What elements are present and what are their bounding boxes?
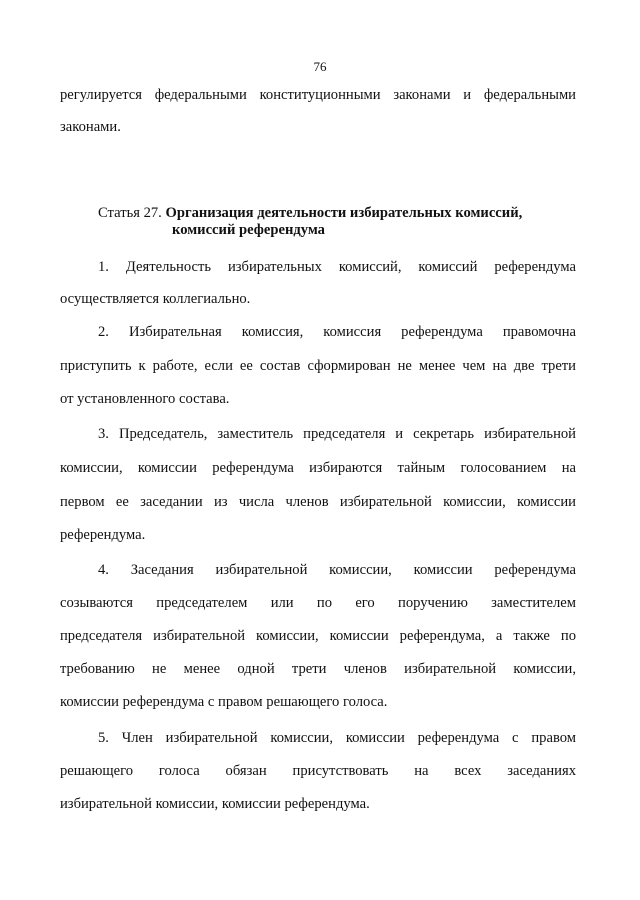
paragraph-2-line-3: от установленного состава. [60, 391, 230, 407]
paragraph-4-line-5: комиссии референдума с правом решающего голоса. [60, 694, 388, 710]
article-title-continued: комиссий референдума [172, 222, 325, 238]
paragraph-4-line-2: созываются председателем или по его поручению заместителем [60, 595, 576, 611]
paragraph-2-line-2: приступить к работе, если ее состав сформирован не менее чем на две трети [60, 358, 576, 374]
paragraph-5-line-1: 5. Член избирательной комиссии, комиссии референдума с правом [98, 730, 576, 746]
article-heading-line-2 [172, 221, 325, 239]
paragraph-4-line-4: требованию не менее одной трети членов избирательной комиссии, [60, 661, 576, 677]
paragraph-5-line-2: решающего голоса обязан присутствовать на всех заседаниях [60, 763, 576, 779]
paragraph-4-line-3: председателя избирательной комиссии, комиссии референдума, а также по [60, 628, 576, 644]
paragraph-3-line-2: комиссии, комиссии референдума избираются тайным голосованием на [60, 460, 576, 476]
paragraph-3-line-3: первом ее заседании из числа членов избирательной комиссии, комиссии [60, 494, 576, 510]
paragraph-3-line-4: референдума. [60, 527, 146, 543]
article-title: Организация деятельности избирательных комиссий, [165, 205, 523, 221]
article-heading-line-1 [98, 204, 522, 222]
paragraph-5-line-3: избирательной комиссии, комиссии референдума. [60, 796, 370, 812]
paragraph-1-line-1: 1. Деятельность избирательных комиссий, комиссий референдума [98, 259, 576, 275]
article-number: Статья 27. [98, 205, 166, 221]
page-number: 76 [313, 59, 327, 74]
paragraph-2-line-1: 2. Избирательная комиссия, комиссия референдума правомочна [98, 324, 576, 340]
paragraph-4-line-1: 4. Заседания избирательной комиссии, комиссии референдума [98, 562, 576, 578]
paragraph-3-line-1: 3. Председатель, заместитель председателя и секретарь избирательной [98, 426, 576, 442]
paragraph-1-line-2: осуществляется коллегиально. [60, 291, 251, 307]
intro-line-2: законами. [60, 119, 121, 135]
intro-line-1: регулируется федеральными конституционными законами и федеральными [60, 87, 576, 103]
